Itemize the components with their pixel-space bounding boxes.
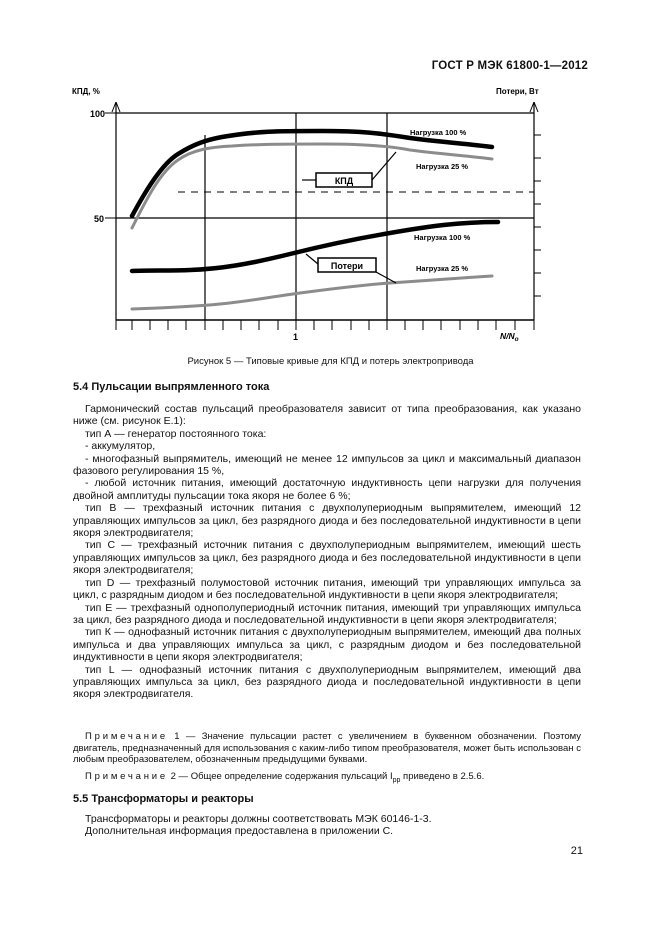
note-1-text: 1 — Значение пульсации растет с увеличением в буквенном обозначении. Поэтому двигатель, предназначенный для использования с каким-либо типом преобразователя, может быть использован с любым преобразователем, обозначенным предыдущими буквами. bbox=[73, 731, 581, 765]
paragraph: тип А — генератор постоянного тока: bbox=[85, 427, 267, 440]
paragraph: - любой источник питания, имеющий достаточную индуктивность цепи нагрузки для получения двойной амплитуды пульсации тока якоря не более 6 %; bbox=[73, 477, 581, 502]
page-number: 21 bbox=[570, 845, 583, 857]
paragraph: тип L — однофазный источник питания с двухполупериодным выпрямителем, имеющий два управляющих импульса за цикл, без разрядного диода и последовательной индуктивности в цепи якоря электродвигателя. bbox=[73, 663, 581, 701]
left-axis-title: КПД, % bbox=[72, 87, 100, 96]
section-5-4-title: 5.4 Пульсации выпрямленного тока bbox=[73, 381, 270, 393]
x-axis-title: $N/N_o$ bbox=[500, 331, 519, 343]
load-25-label-efficiency: Нагрузка 25 % bbox=[416, 162, 469, 171]
paragraph: - многофазный выпрямитель, имеющий не менее 12 импульсов за цикл и максимальный диапазон фазового регулирования 15 %, bbox=[73, 452, 581, 478]
right-axis-title: Потери, Вт bbox=[496, 87, 539, 96]
y-tick-label-100: 100 bbox=[90, 109, 106, 119]
paragraph: тип Е — трехфазный однополупериодный источник питания, имеющий три управляющих импульса за цикл, без разрядного диода и последовательной индуктивности в цепи якоря электродвигателя; bbox=[73, 601, 581, 626]
paragraph: тип В — трехфазный источник питания с двухполупериодным выпрямителем, имеющий 12 управляющих импульсов за цикл, без разрядного диода и без последовательной индуктивности в цепи якоря электродвигателя; bbox=[73, 502, 581, 540]
load-100-label-efficiency: Нагрузка 100 % bbox=[410, 128, 467, 137]
note-2-label: Примечание bbox=[85, 771, 168, 782]
paragraph: Дополнительная информация предоставлена в приложении С. bbox=[85, 825, 394, 838]
load-25-label-losses: Нагрузка 25 % bbox=[416, 264, 469, 273]
efficiency-curve-load-25 bbox=[132, 144, 492, 228]
paragraph: Гармонический состав пульсаций преобразователя зависит от типа преобразования, как указано ниже (см. рисунок Е.1): bbox=[73, 403, 581, 428]
x-tick-label-1: 1 bbox=[293, 332, 299, 342]
note-2-text: 2 — Общее определение содержания пульсаций I bbox=[168, 771, 393, 782]
note-2 bbox=[73, 771, 581, 786]
kpd-leader-line bbox=[372, 152, 396, 180]
figure-svg bbox=[60, 80, 600, 345]
y-tick-label-50: 50 bbox=[94, 214, 105, 224]
poteri-label: Потери bbox=[330, 261, 364, 271]
document-header: ГОСТ Р МЭК 61800-1—2012 bbox=[431, 60, 588, 72]
load-100-label-losses: Нагрузка 100 % bbox=[414, 233, 471, 242]
note-2-subscript: pp bbox=[392, 776, 401, 784]
x-axis-ticks bbox=[116, 320, 534, 330]
paragraph: тип С — трехфазный источник питания с двухполупериодным выпрямителем, имеющий шесть управляющих импульсов за цикл, без разрядного диода и без последовательной индуктивности в цепи якоря электродвигателя; bbox=[73, 539, 581, 577]
right-axis-ticks bbox=[534, 135, 541, 296]
note-1 bbox=[73, 731, 581, 766]
section-5-5-title: 5.5 Трансформаторы и реакторы bbox=[73, 793, 254, 805]
note-2-text-end: приведено в 2.5.6. bbox=[400, 771, 485, 782]
paragraph: тип К — однофазный источник питания с двухполупериодным выпрямителем, имеющий два полных импульса и два управляющих импульса за цикл, с разрядным диодом и без последовательной индуктивности в цепи якоря электродвигателя; bbox=[73, 626, 581, 664]
paragraph: Трансформаторы и реакторы должны соответствовать МЭК 60146-1-3. bbox=[85, 813, 432, 825]
figure-caption: Рисунок 5 — Типовые кривые для КПД и потерь электропривода bbox=[187, 356, 474, 367]
note-1-label: Примечание bbox=[85, 731, 168, 742]
paragraph: тип D — трехфазный полумостовой источник питания, имеющий три управляющих импульса за цикл, с разрядным диодом и без последовательной индуктивности в цепи якоря электродвигателя; bbox=[73, 576, 581, 602]
section-5-4-body bbox=[73, 403, 581, 701]
poteri-leader-line bbox=[306, 254, 318, 264]
efficiency-losses-figure bbox=[60, 80, 600, 345]
poteri-leader-line bbox=[376, 272, 396, 283]
losses-curve-load-25 bbox=[132, 276, 492, 309]
section-5-5-body bbox=[73, 813, 581, 838]
left-axis-ticks bbox=[105, 113, 116, 218]
paragraph: - аккумулятор, bbox=[85, 440, 156, 453]
kpd-label: КПД bbox=[334, 176, 354, 186]
